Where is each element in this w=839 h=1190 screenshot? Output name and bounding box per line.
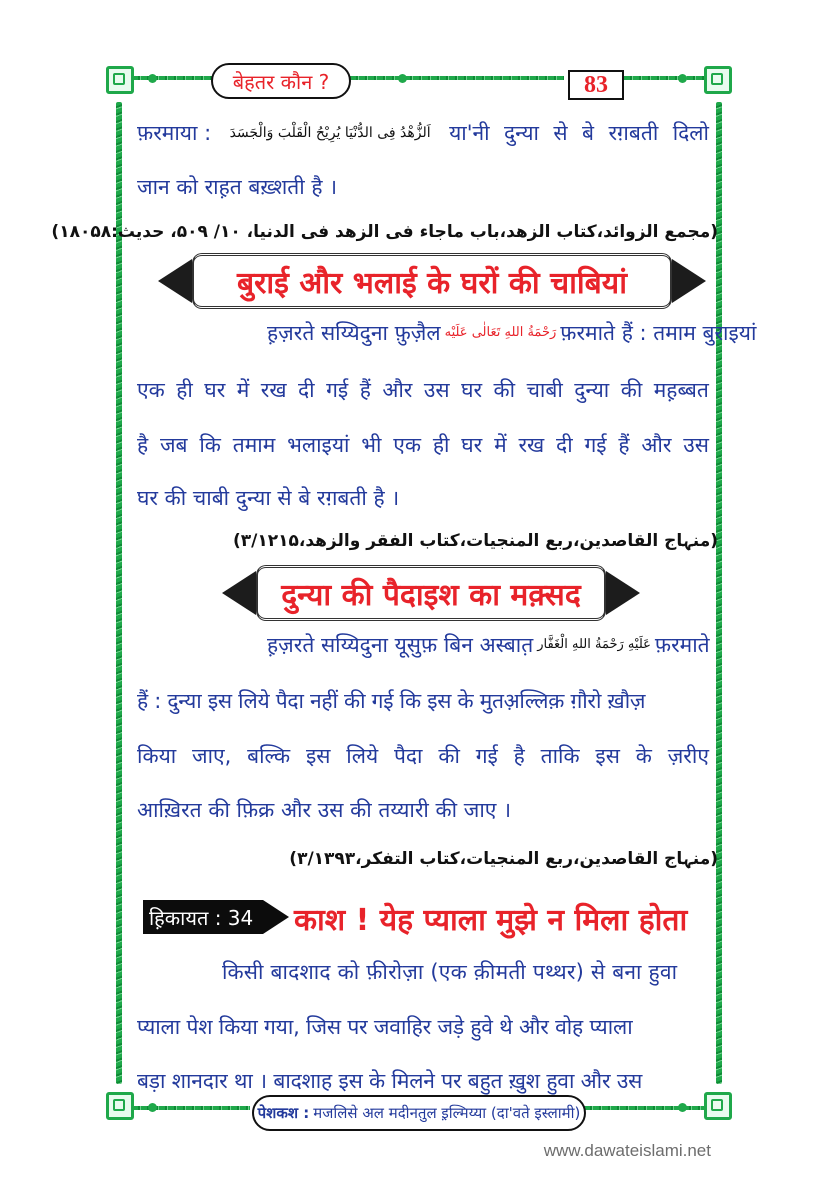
word: में [494,433,507,457]
border-top-rail-right [624,76,708,80]
word: एक [137,378,165,402]
section2-heading: दुन्या की पैदाइश का मक़्सद [256,565,606,621]
word: दी [556,433,573,457]
website-url[interactable]: www.dawateislami.net [543,1141,711,1160]
word: घर [204,378,226,402]
word: ही [176,378,193,402]
section2-line-2: हैं : दुन्या इस लिये पैदा नहीं की गई कि इस के मुतअ़ल्लिक़ ग़ौरो ख़ौज़ [137,689,646,713]
hikayat-number-tag [143,900,263,934]
section2-line-1 [137,630,709,660]
page-number: 83 [568,70,624,100]
word: भलाइयां [287,433,350,457]
word: तमाम [232,433,276,457]
text-segment: ह़ज़रते सय्यिदुना फ़ुज़ैल [267,321,441,345]
section1-line-3 [137,430,709,460]
word: और [382,378,413,402]
publisher-credit [252,1095,586,1131]
word: ताकि [540,744,580,768]
word: की [620,378,643,402]
word: लिये [346,744,379,768]
word: ज़रीए [667,744,709,768]
border-corner-ornament-icon [106,1092,134,1120]
word: उस [683,433,709,457]
border-top-rail-left [132,76,222,80]
border-bead-icon [148,1103,157,1112]
word: है [137,433,149,457]
border-bottom-rail-right [584,1106,708,1110]
word: किया [137,744,177,768]
word: दिलो [672,121,709,145]
word: रख [518,433,545,457]
banner-right-cap-icon [672,259,706,303]
arabic-honorific: رَحْمَةُ اللهِ تَعَالٰی عَلَیْه [444,325,557,340]
section1-heading: बुराई और भलाई के घरों की चाबियां [192,253,672,309]
banner-left-cap-icon [222,571,256,615]
word: बल्कि [247,744,291,768]
section1-line-4: घर की चाबी दुन्या से बे रग़बती है । [137,486,400,510]
word: बे [582,121,595,145]
word: में [236,378,250,402]
word: गई [584,433,607,457]
word: रख [260,378,287,402]
word: दी [298,378,315,402]
tag-arrow-icon [263,900,289,934]
section1-heading-banner [158,253,706,309]
border-corner-ornament-icon [106,66,134,94]
word: उस [423,378,450,402]
intro-line-1 [137,118,709,148]
word: है [513,744,525,768]
hikayat-title: काश ! येह प्याला मुझे न मिला होता [294,903,688,938]
word: ही [432,433,450,457]
word: जब [159,433,188,457]
word: हैं [618,433,630,457]
border-bead-icon [678,74,687,83]
word: चाबी [526,378,563,402]
word: के [635,744,652,768]
hikayat-line-1: किसी बादशाद को फ़ीरोज़ा (एक क़ीमती पथ्थर) से बना हुवा [222,960,678,984]
text-segment: फ़रमाते [654,633,710,657]
banner-left-cap-icon [158,259,192,303]
section1-line-2 [137,375,709,405]
hikayat-line-2: प्याला पेश किया गया, जिस पर जवाहिर जड़े हुवे थे और वोह प्याला [137,1015,633,1039]
word: पैदा [393,744,423,768]
word: भी [361,433,382,457]
running-title: बेहतर कौन ? [211,63,351,99]
intro-line-2: जान को राह़त बख़्शती है । [137,175,338,199]
word: हैं [359,378,371,402]
word: एक [393,433,422,457]
section2-line-4: आख़िरत की फ़िक्र और उस की तय्यारी की जाए । [137,798,512,822]
word: रग़बती [608,121,659,145]
publisher-name: मजलिसे अल मदीनतुल इ़ल्मिय्या (दा'वते इस्लामी) [313,1104,581,1122]
word: गई [326,378,349,402]
word: गई [475,744,498,768]
word: इस [595,744,620,768]
word: दुन्या [504,121,539,145]
border-bead-icon [148,74,157,83]
word: घर [461,378,483,402]
text-segment: ह़ज़रते सय्यिदुना यूसुफ़ बिन अस्बात़ [267,633,534,657]
section2-line-3 [137,741,709,771]
border-top-rail-mid [350,76,564,80]
word: दुन्या [574,378,610,402]
border-corner-ornament-icon [704,1092,732,1120]
border-corner-ornament-icon [704,66,732,94]
border-left-rail [116,102,122,1084]
word: जाए, [192,744,232,768]
section1-line-1 [137,318,757,348]
publisher-label: पेशकश : [257,1104,310,1122]
border-bead-icon [398,74,407,83]
word: की [493,378,516,402]
word: मह़ब्बत [653,378,709,402]
word: से [553,121,568,145]
word: की [438,744,460,768]
section2-heading-banner [222,565,640,621]
word: कि [199,433,221,457]
border-bead-icon [678,1103,687,1112]
word: और [641,433,672,457]
word: इस [305,744,331,768]
border-right-rail [716,102,722,1084]
arabic-hadith-quote: اَلزُّهْدُ فِی الدُّنْیَا یُرِیْحُ الْقَلْبَ وَالْجَسَدَ [229,125,431,141]
section2-reference: (منہاج القاصدین،ربع المنجیات،کتاب التفکر،۳/۱۳۹۳) [289,849,718,869]
intro-prefix: फ़रमाया : [137,121,212,145]
text-segment: फ़रमाते हैं : तमाम बुराइयां [560,321,757,345]
section1-reference: (منہاج القاصدین،ربع المنجیات،کتاب الفقر والزھد،۳/۱۲۱۵) [232,531,718,551]
word: या'नी [449,121,490,145]
hikayat-line-3: बड़ा शानदार था । बादशाह इस के मिलने पर बहुत ख़ुश हुवा और उस [137,1069,643,1093]
arabic-honorific: عَلَیْهِ رَحْمَةُ اللهِ الْغَفَّار [537,637,651,652]
intro-reference: (مجمع الزوائد،کتاب الزھد،باب ماجاء فی الزھد فی الدنیا، ۱۰/ ۵۰۹، حدیث:۱۸۰۵۸) [51,222,718,242]
word: घर [461,433,483,457]
hikayat-tag-label: ह़िकायत : 34 [149,905,254,930]
banner-right-cap-icon [606,571,640,615]
